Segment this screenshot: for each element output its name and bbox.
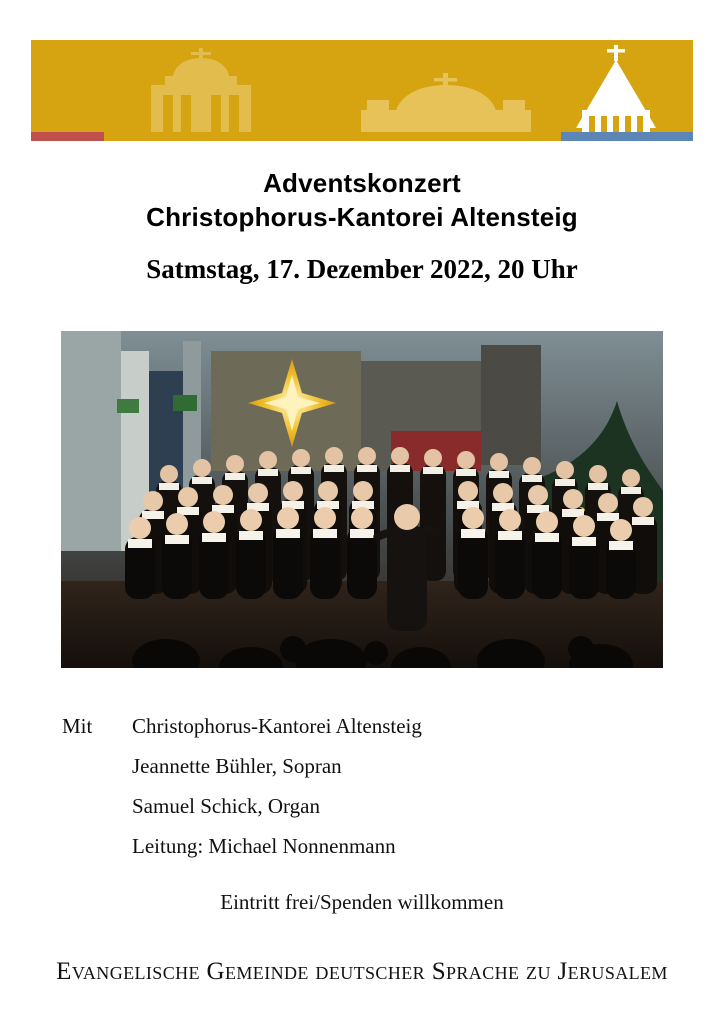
credits-block bbox=[62, 706, 662, 866]
credit-ensemble: Christophorus-Kantorei Altensteig bbox=[132, 714, 422, 738]
page-title-line-2: Christophorus-Kantorei Altensteig bbox=[146, 202, 578, 232]
credits-label: Mit bbox=[62, 714, 93, 738]
footer-divider bbox=[31, 948, 693, 949]
gold-stripe bbox=[104, 132, 561, 141]
free-entry-note: Eintritt frei/Spenden willkommen bbox=[220, 890, 504, 914]
header-banner bbox=[31, 40, 693, 132]
choir-photo bbox=[61, 331, 663, 668]
credit-soprano: Jeannette Bühler, Sopran bbox=[132, 754, 342, 778]
title-block bbox=[0, 166, 724, 286]
skyline-illustration bbox=[31, 40, 693, 132]
event-date: Satmstag, 17. Dezember 2022, 20 Uhr bbox=[146, 254, 578, 284]
choir-photo-illustration bbox=[61, 331, 663, 668]
credit-conductor: Leitung: Michael Nonnenmann bbox=[132, 834, 396, 858]
blue-stripe bbox=[561, 132, 693, 141]
credit-organ: Samuel Schick, Organ bbox=[132, 794, 320, 818]
banner-stripe-bar bbox=[31, 132, 693, 141]
red-stripe bbox=[31, 132, 104, 141]
organization-name: Evangelische Gemeinde deutscher Sprache zu Jerusalem bbox=[56, 958, 668, 985]
credit-row bbox=[62, 706, 662, 746]
footer bbox=[0, 958, 724, 986]
page-title-line-1: Adventskonzert bbox=[263, 168, 461, 198]
